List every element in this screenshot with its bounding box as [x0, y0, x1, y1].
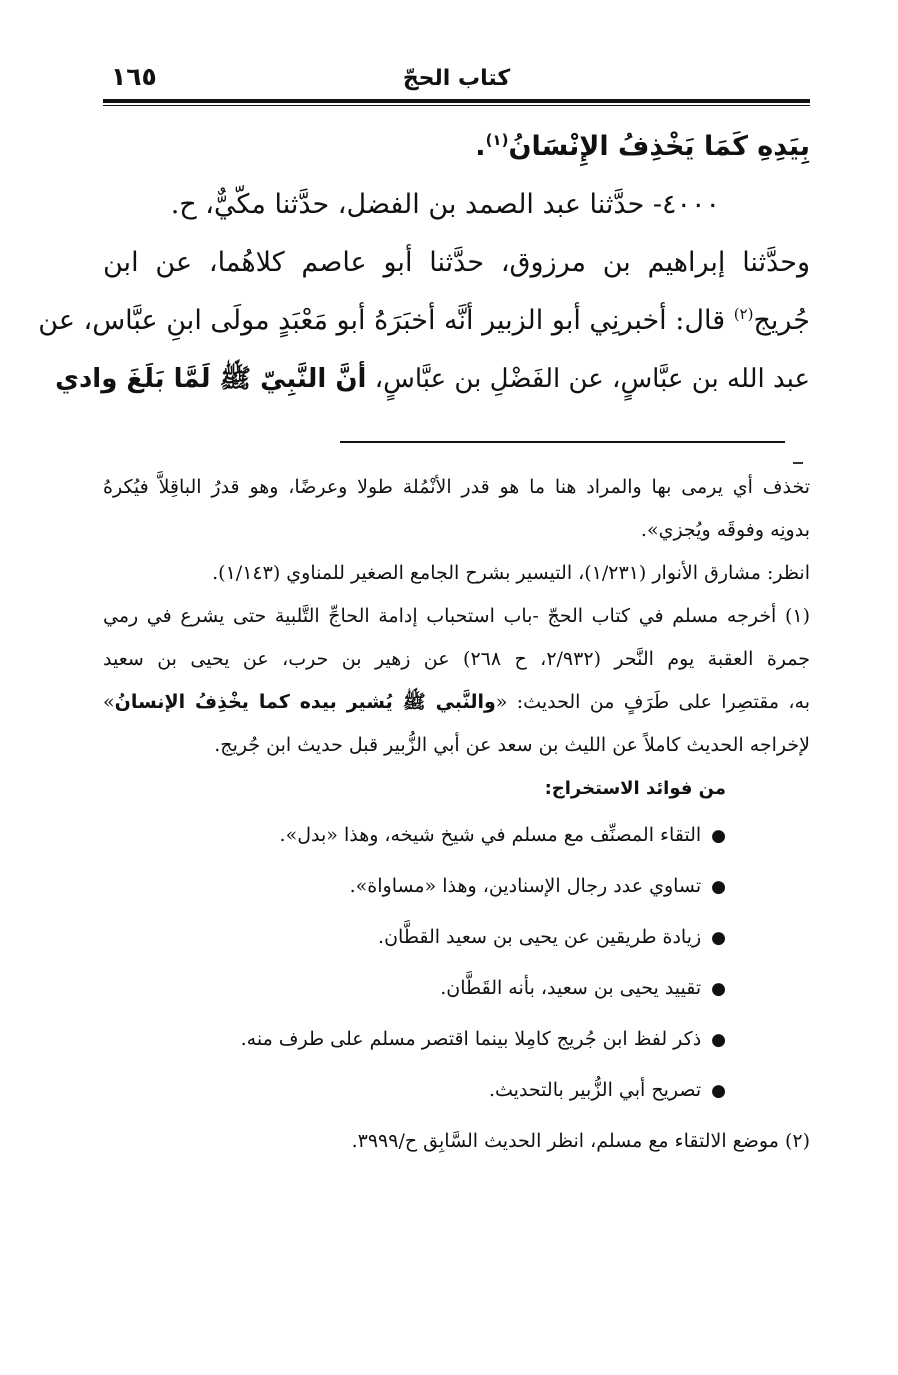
quote-close: » [103, 691, 115, 713]
header-rule-thick [103, 99, 810, 103]
page-header [103, 62, 810, 96]
period: . [475, 131, 486, 162]
footnote-2: (٢) موضع الالتقاء مع مسلم، انظر الحديث السَّابِق ح/٣٩٩٩. [351, 1130, 810, 1152]
main-text [38, 118, 810, 408]
footnote-ref-2: (٢) [733, 305, 754, 323]
hadith-number-line: ٤٠٠٠- حدَّثنا عبد الصمد بن الفضل، حدَّثنا مكّيٌّ، ح. [170, 189, 720, 220]
page-number: ١٦٥ [111, 62, 157, 91]
list-item [103, 810, 810, 861]
main-line-1 [103, 118, 810, 176]
footnote-1-line-2: جمرة العقبة يوم النَّحر (٢/٩٣٢، ح ٢٦٨) عن زهير بن حرب، عن يحيى بن سعيد [103, 648, 811, 670]
continuation-mark [793, 462, 803, 464]
list-item [103, 1014, 810, 1065]
benefits-title: من فوائد الاستخراج: [544, 778, 726, 799]
isnad-end: عبد الله بن عبَّاسٍ، عن الفَضْلِ بن عبَّاسٍ، [366, 364, 810, 394]
footnotes [103, 466, 810, 1166]
list-item-text: زيادة طريقين عن يحيى بن سعيد القطَّان. [378, 926, 702, 948]
bullet-icon: ● [711, 826, 726, 846]
hadith-text-end: بِيَدِهِ كَمَا يَخْذِفُ الإِنْسَانُ [508, 131, 810, 162]
list-item-text: التقاء المصنِّف مع مسلم في شيخ شيخه، وهذا «بدل». [279, 824, 702, 846]
list-item-text: تصريح أبي الزُّبير بالتحديث. [488, 1079, 702, 1101]
list-item [103, 1065, 810, 1116]
bullet-icon: ● [711, 928, 726, 948]
isnad-text: قال: أخبرنِي أبو الزبير أنَّه أخبَرَهُ أبو مَعْبَدٍ مولَى ابنِ عبَّاس، عن [38, 305, 734, 336]
quoted-hadith: والنَّبي ﷺ يُشير بيده كما يخْذِفُ الإنسانُ [114, 691, 496, 713]
bullet-icon: ● [711, 877, 726, 897]
matn-start: أنَّ النَّبِيّ ﷺ لَمَّا بَلَغَ وادي [55, 364, 367, 394]
bullet-icon: ● [711, 1030, 726, 1050]
header-rule-thin [103, 105, 810, 106]
list-item [103, 861, 810, 912]
footnote-1-line-1: (١) أخرجه مسلم في كتاب الحجّ -باب استحباب إدامة الحاجِّ التَّلبية حتى يشرع في رمي [103, 605, 810, 627]
list-item-text: تساوي عدد رجال الإسنادين، وهذا «مساواة». [349, 875, 702, 897]
list-item [103, 963, 810, 1014]
narrator-name: جُريج [753, 305, 810, 336]
bullet-icon: ● [711, 979, 726, 999]
footnote-continuation-2: بدونِه وفوقَه ويُجزي». [640, 519, 810, 541]
footnote-1-line-3 [103, 681, 810, 724]
footnote-reference-line: انظر: مشارق الأنوار (١/٢٣١)، التيسير بشرح الجامع الصغير للمناوي (١/١٤٣). [212, 562, 810, 584]
list-item [103, 912, 810, 963]
running-title: كتاب الحجّ [402, 66, 511, 91]
bullet-icon: ● [711, 1081, 726, 1101]
footnote-1-line-4: لإخراجه الحديث كاملاً عن الليث بن سعد عن أبي الزُّبير قبل حديث ابن جُريج. [214, 734, 810, 756]
main-line-4 [38, 292, 810, 350]
footnote-ref-1: (١) [485, 131, 509, 149]
list-item-text: تقييد يحيى بن سعيد، بأنه القَطَّان. [440, 977, 702, 999]
main-line-5 [55, 350, 810, 408]
main-line-3: وحدَّثنا إبراهيم بن مرزوق، حدَّثنا أبو عاصم كلاهُما، عن ابن [103, 247, 810, 278]
footnote-separator [340, 441, 785, 443]
footnote-continuation-1: تخذف أي يرمى بها والمراد هنا ما هو قدر الأنْمُلة طولا وعرضًا، وهو قدرُ الباقِلاَّ فيُكرهُ [103, 476, 810, 498]
footnote-1-text: به، مقتصِرا على طَرَفٍ من الحديث: « [495, 691, 810, 713]
list-item-text: ذكر لفظ ابن جُريج كامِلا بينما اقتصر مسلم على طرف منه. [240, 1028, 702, 1050]
